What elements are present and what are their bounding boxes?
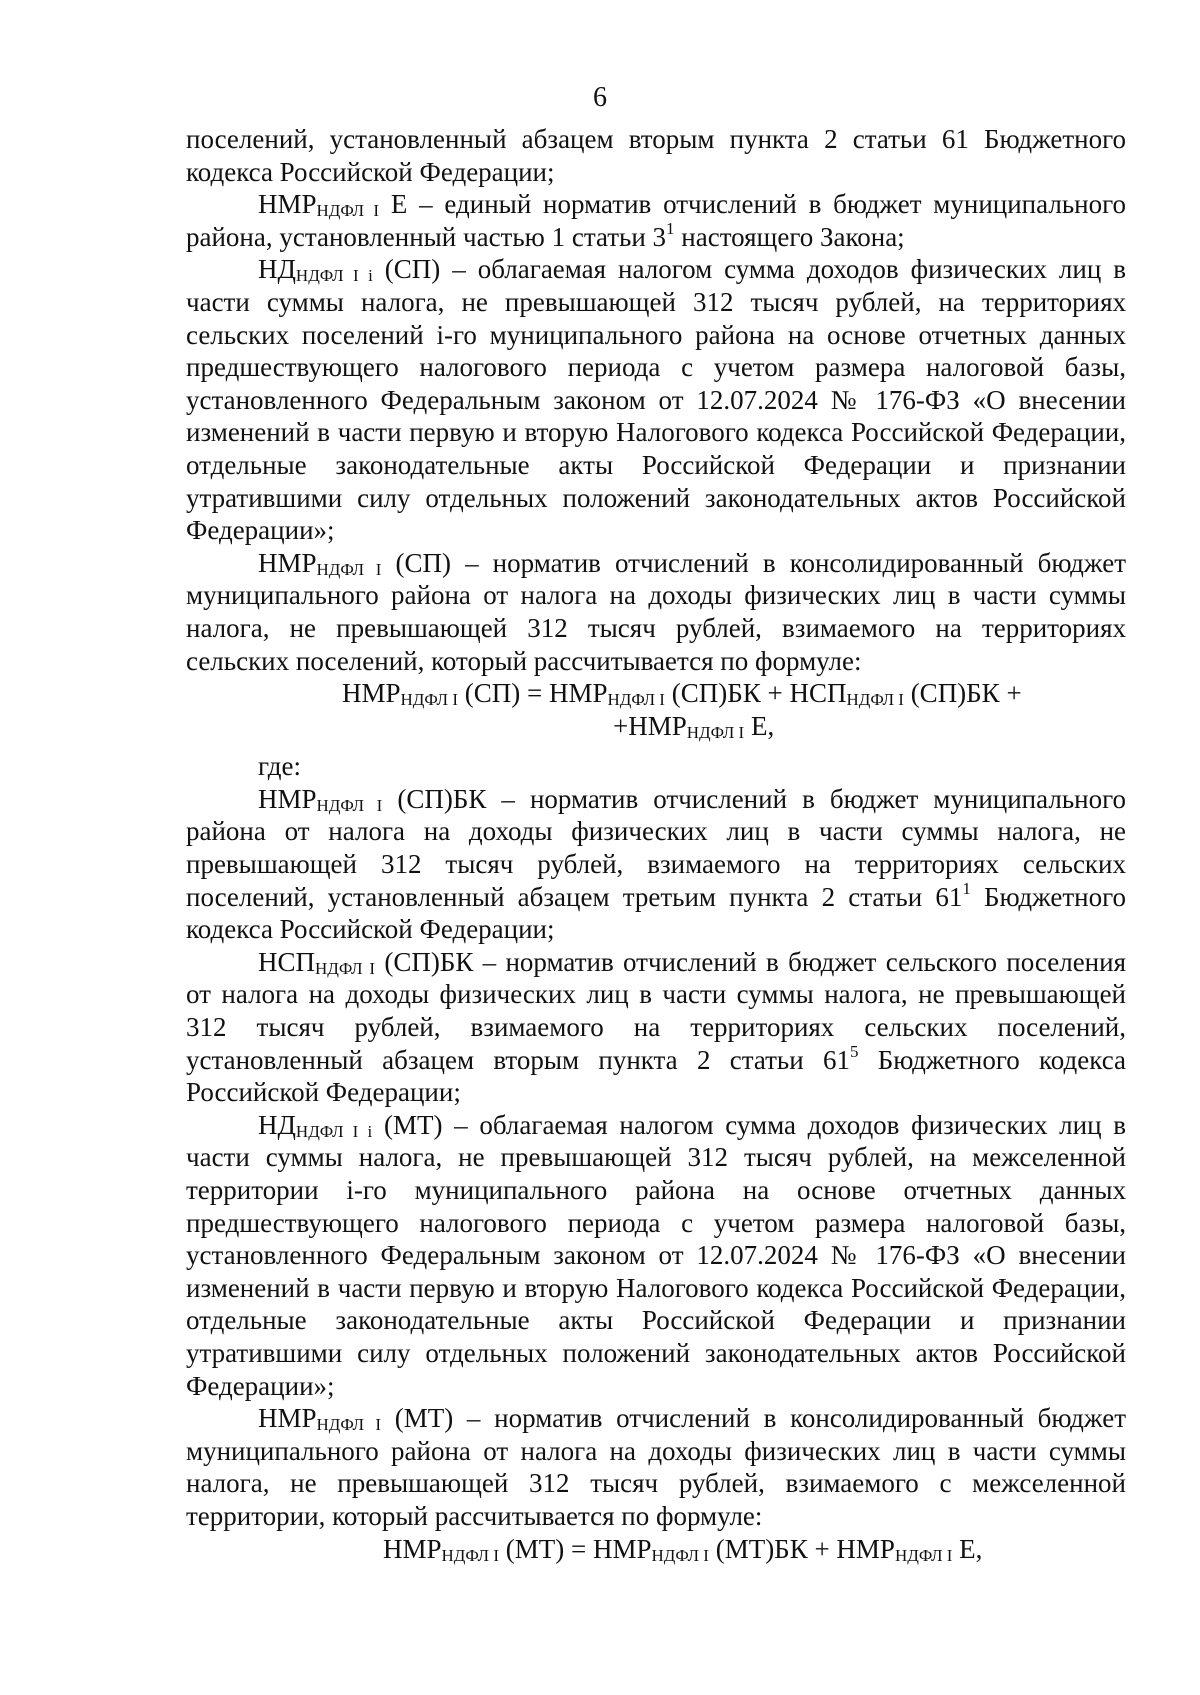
term: НМР xyxy=(258,547,317,578)
formula-sp-line2 xyxy=(186,710,1126,743)
term-subscript: НДФЛ I i xyxy=(295,1121,373,1141)
term-subscript: НДФЛ I xyxy=(315,958,376,978)
formula-subscript: НДФЛ I xyxy=(607,690,665,710)
formula-subscript: НДФЛ I xyxy=(846,690,904,710)
paragraph-text: настоящего Закона; xyxy=(674,221,905,252)
definition-nmr-sp xyxy=(186,547,1126,677)
formula-part: (МТ) = НМР xyxy=(499,1533,652,1564)
term-subscript: НДФЛ I xyxy=(316,1415,381,1435)
formula-part: (СП)БК + НСП xyxy=(664,678,847,709)
definition-nmr-e xyxy=(186,188,1126,253)
paragraph-text: (СП) – облагаемая налогом сумма доходов физических лиц в части суммы налога, не превышающей 312 тысяч рублей, на территориях сельских поселений i-го муниципального района на основе отчетных данных предшествующего налогового периода с учетом размера налоговой базы, установленного Федеральным законом от 12.07.2024 № 176-ФЗ «О внесении изменений в части первую и вторую Налогового кодекса Российской Федерации, отдельные законодательные акты Российской Федерации и признании утратившими силу отдельных положений законодательных актов Российской Федерации»; xyxy=(186,254,1126,546)
formula-part: (СП) = НМР xyxy=(458,678,608,709)
superscript: 1 xyxy=(962,878,971,898)
definition-nsp-sp-bk xyxy=(186,946,1126,1109)
term: НД xyxy=(258,1109,296,1140)
definition-nmr-sp-bk xyxy=(186,783,1126,946)
definition-nd-sp xyxy=(186,253,1126,546)
term: НМР xyxy=(258,189,317,220)
formula-mt xyxy=(186,1533,1126,1566)
formula-part: НМР xyxy=(342,678,401,709)
where-label: где: xyxy=(258,751,301,782)
formula-part: Е, xyxy=(744,710,775,741)
formula-subscript: НДФЛ I xyxy=(400,690,458,710)
formula-part: НМР xyxy=(383,1533,442,1564)
paragraph-text: (СП) – норматив отчислений в консолидированный бюджет муниципального района от налога на доходы физических лиц в части суммы налога, не превышающей 312 тысяч рублей, взимаемого на территориях сельских поселений, который рассчитывается по формуле: xyxy=(186,547,1126,676)
paragraph-text: поселений, установленный абзацем вторым пункта 2 статьи 61 Бюджетного кодекса Российской Федерации; xyxy=(186,124,1126,187)
term: НСП xyxy=(258,946,316,977)
page-number: 6 xyxy=(593,82,607,113)
document-body xyxy=(186,123,1126,1565)
formula-subscript: НДФЛ I xyxy=(651,1545,709,1565)
definition-nmr-mt xyxy=(186,1402,1126,1532)
term: НД xyxy=(258,254,296,285)
term-subscript: НДФЛ I xyxy=(316,559,382,579)
formula-subscript: НДФЛ I xyxy=(894,1545,953,1565)
paragraph-text: (СП)БК – норматив отчислений в бюджет сельского поселения от налога на доходы физических лиц в части суммы налога, не превышающей 312 тысяч рублей, взимаемого на территориях сельских поселений, установленный абзацем вторым пункта 2 статьи 61 xyxy=(186,946,1126,1075)
superscript: 1 xyxy=(666,218,675,238)
term: НМР xyxy=(258,783,317,814)
paragraph-text: (МТ) – норматив отчислений в консолидированный бюджет муниципального района от налога на доходы физических лиц в части суммы налога, не превышающей 312 тысяч рублей, взимаемого с межселенной территории, который рассчитывается по формуле: xyxy=(186,1403,1126,1531)
term-subscript: НДФЛ I xyxy=(316,795,383,815)
formula-part: (СП)БК + xyxy=(903,678,1022,709)
formula-part: +НМР xyxy=(613,710,687,741)
formula-subscript: НДФЛ I xyxy=(686,722,745,742)
formula-subscript: НДФЛ I xyxy=(441,1545,499,1565)
formula-part: (МТ)БК + НМР xyxy=(708,1533,895,1564)
term-subscript: НДФЛ I i xyxy=(295,266,373,286)
formula-part: Е, xyxy=(952,1533,983,1564)
paragraph-continuation xyxy=(186,123,1126,188)
paragraph-text: (СП)БК – норматив отчислений в бюджет муниципального района от налога на доходы физических лиц в части суммы налога, не превышающей 312 тысяч рублей, взимаемого на территориях сельских поселений, установленный абзацем третьим пункта 2 статьи 61 xyxy=(186,783,1126,912)
term-subscript: НДФЛ I xyxy=(316,201,380,221)
term: НМР xyxy=(258,1403,317,1434)
paragraph-text: Е – единый норматив отчислений в бюджет муниципального района, установленный частью 1 статьи 3 xyxy=(186,189,1126,252)
paragraph-text: Бюджетного кодекса Российской Федерации; xyxy=(186,1044,1126,1108)
formula-sp-line1 xyxy=(186,677,1126,710)
paragraph-text: Бюджетного кодекса Российской Федерации; xyxy=(186,881,1126,945)
definition-nd-mt xyxy=(186,1109,1126,1402)
paragraph-text: (МТ) – облагаемая налогом сумма доходов физических лиц в части суммы налога, не превышающей 312 тысяч рублей, на межселенной территории i-го муниципального района на основе отчетных данных предшествующего налогового периода с учетом размера налоговой базы, установленного Федеральным законом от 12.07.2024 № 176-ФЗ «О внесении изменений в части первую и вторую Налогового кодекса Российской Федерации, отдельные законодательные акты Российской Федерации и признании утратившими силу отдельных положений законодательных актов Российской Федерации»; xyxy=(186,1109,1126,1401)
superscript: 5 xyxy=(850,1041,859,1061)
